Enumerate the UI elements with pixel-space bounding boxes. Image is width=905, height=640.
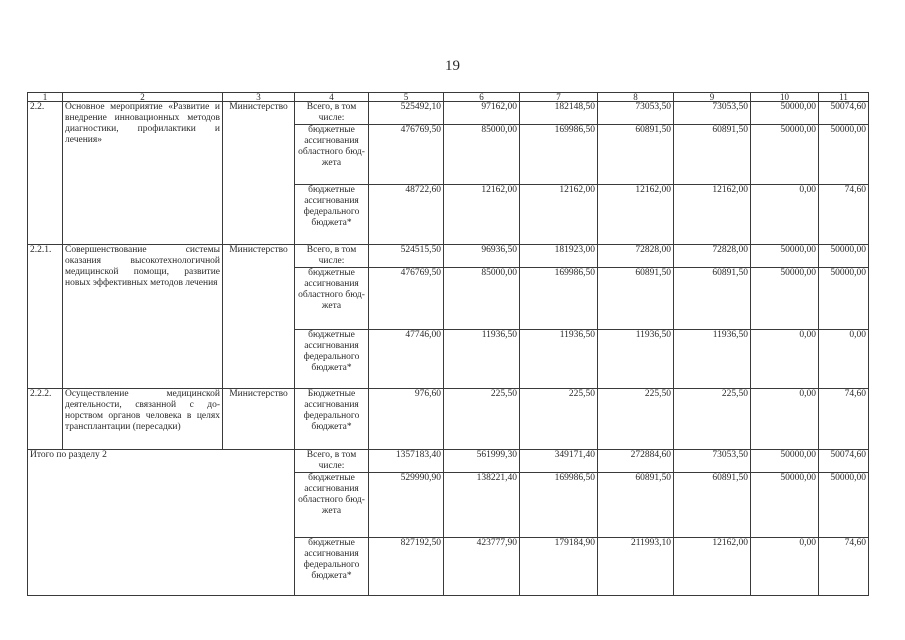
- table-row: [28, 450, 869, 473]
- value-cell: 96936,50: [444, 245, 520, 268]
- value-cell: 72828,00: [674, 245, 751, 268]
- funding-source: бюджетные ассигнования федерального бюджета*: [295, 538, 369, 596]
- funding-source: Всего, в том числе:: [295, 450, 369, 473]
- value-cell: 50000,00: [751, 125, 819, 185]
- value-cell: 60891,50: [598, 125, 674, 185]
- value-cell: 47746,00: [369, 330, 444, 389]
- value-cell: 12162,00: [444, 185, 520, 245]
- item-name: Основное мероприятие «Развитие и внедрение инновационных методов диагностики, профилактики и лечения»: [63, 102, 223, 245]
- column-number: 4: [295, 93, 369, 102]
- value-cell: 72828,00: [598, 245, 674, 268]
- column-number: 11: [819, 93, 869, 102]
- value-cell: 50074,60: [819, 102, 869, 125]
- value-cell: 11936,50: [674, 330, 751, 389]
- item-executor: Министерство: [223, 245, 295, 389]
- value-cell: 0,00: [751, 389, 819, 450]
- value-cell: 85000,00: [444, 125, 520, 185]
- value-cell: 48722,60: [369, 185, 444, 245]
- column-number: 8: [598, 93, 674, 102]
- value-cell: 225,50: [444, 389, 520, 450]
- value-cell: 60891,50: [598, 268, 674, 330]
- column-number: 6: [444, 93, 520, 102]
- value-cell: 12162,00: [598, 185, 674, 245]
- funding-source: бюджетные ассигнования областного бюджета: [295, 125, 369, 185]
- value-cell: 11936,50: [598, 330, 674, 389]
- item-code: 2.2.: [28, 102, 63, 245]
- funding-source: бюджетные ассигнования федерального бюджета*: [295, 185, 369, 245]
- value-cell: 97162,00: [444, 102, 520, 125]
- value-cell: 74,60: [819, 185, 869, 245]
- value-cell: 181923,00: [520, 245, 598, 268]
- value-cell: 0,00: [751, 538, 819, 596]
- value-cell: 225,50: [674, 389, 751, 450]
- value-cell: 827192,50: [369, 538, 444, 596]
- column-number: 10: [751, 93, 819, 102]
- item-code: 2.2.2.: [28, 389, 63, 450]
- page-number: 19: [445, 58, 460, 74]
- value-cell: 85000,00: [444, 268, 520, 330]
- value-cell: 12162,00: [674, 538, 751, 596]
- value-cell: 169986,50: [520, 125, 598, 185]
- value-cell: 423777,90: [444, 538, 520, 596]
- table-row: [28, 102, 869, 125]
- table-row: [28, 389, 869, 450]
- value-cell: 50000,00: [751, 245, 819, 268]
- value-cell: 60891,50: [674, 268, 751, 330]
- item-name: Совершенствование системы оказания высокотехнологичной медицинской помощи, развитие новых эффективных методов лечения: [63, 245, 223, 389]
- value-cell: 50000,00: [751, 450, 819, 473]
- value-cell: 169986,50: [520, 268, 598, 330]
- table-row: [28, 245, 869, 268]
- value-cell: 0,00: [819, 330, 869, 389]
- value-cell: 50000,00: [819, 473, 869, 538]
- value-cell: 50000,00: [751, 268, 819, 330]
- item-code: 2.2.1.: [28, 245, 63, 389]
- value-cell: 12162,00: [520, 185, 598, 245]
- value-cell: 561999,30: [444, 450, 520, 473]
- value-cell: 60891,50: [674, 473, 751, 538]
- funding-source: Всего, в том числе:: [295, 102, 369, 125]
- value-cell: 11936,50: [520, 330, 598, 389]
- item-name: Осуществление медицинской деятельности, связанной с донорством органов человека в целях трансплантации (пересадки): [63, 389, 223, 450]
- value-cell: 525492,10: [369, 102, 444, 125]
- funding-source: бюджетные ассигнования областного бюджета: [295, 268, 369, 330]
- value-cell: 225,50: [520, 389, 598, 450]
- column-number-row: [28, 93, 869, 102]
- value-cell: 349171,40: [520, 450, 598, 473]
- value-cell: 169986,50: [520, 473, 598, 538]
- value-cell: 476769,50: [369, 125, 444, 185]
- value-cell: 73053,50: [674, 450, 751, 473]
- value-cell: 272884,60: [598, 450, 674, 473]
- value-cell: 179184,90: [520, 538, 598, 596]
- item-executor: Министерство: [223, 389, 295, 450]
- value-cell: 182148,50: [520, 102, 598, 125]
- value-cell: 0,00: [751, 330, 819, 389]
- funding-source: Всего, в том числе:: [295, 245, 369, 268]
- value-cell: 50000,00: [751, 473, 819, 538]
- funding-source: бюджетные ассигнования областного бюджета: [295, 473, 369, 538]
- funding-source: Бюджетные ассигнования федерального бюджета*: [295, 389, 369, 450]
- value-cell: 50000,00: [819, 245, 869, 268]
- value-cell: 0,00: [751, 185, 819, 245]
- budget-table: [27, 92, 869, 596]
- value-cell: 524515,50: [369, 245, 444, 268]
- value-cell: 211993,10: [598, 538, 674, 596]
- item-executor: Министерство: [223, 102, 295, 245]
- value-cell: 50000,00: [819, 125, 869, 185]
- value-cell: 529990,90: [369, 473, 444, 538]
- value-cell: 138221,40: [444, 473, 520, 538]
- value-cell: 50074,60: [819, 450, 869, 473]
- value-cell: 50000,00: [751, 102, 819, 125]
- value-cell: 60891,50: [598, 473, 674, 538]
- value-cell: 73053,50: [598, 102, 674, 125]
- funding-source: бюджетные ассигнования федерального бюджета*: [295, 330, 369, 389]
- value-cell: 60891,50: [674, 125, 751, 185]
- column-number: 5: [369, 93, 444, 102]
- value-cell: 11936,50: [444, 330, 520, 389]
- column-number: 3: [223, 93, 295, 102]
- value-cell: 50000,00: [819, 268, 869, 330]
- value-cell: 225,50: [598, 389, 674, 450]
- value-cell: 74,60: [819, 538, 869, 596]
- total-label: Итого по разделу 2: [28, 450, 295, 596]
- value-cell: 73053,50: [674, 102, 751, 125]
- value-cell: 12162,00: [674, 185, 751, 245]
- value-cell: 476769,50: [369, 268, 444, 330]
- value-cell: 976,60: [369, 389, 444, 450]
- column-number: 9: [674, 93, 751, 102]
- column-number: 7: [520, 93, 598, 102]
- value-cell: 1357183,40: [369, 450, 444, 473]
- column-number: 2: [63, 93, 223, 102]
- value-cell: 74,60: [819, 389, 869, 450]
- column-number: 1: [28, 93, 63, 102]
